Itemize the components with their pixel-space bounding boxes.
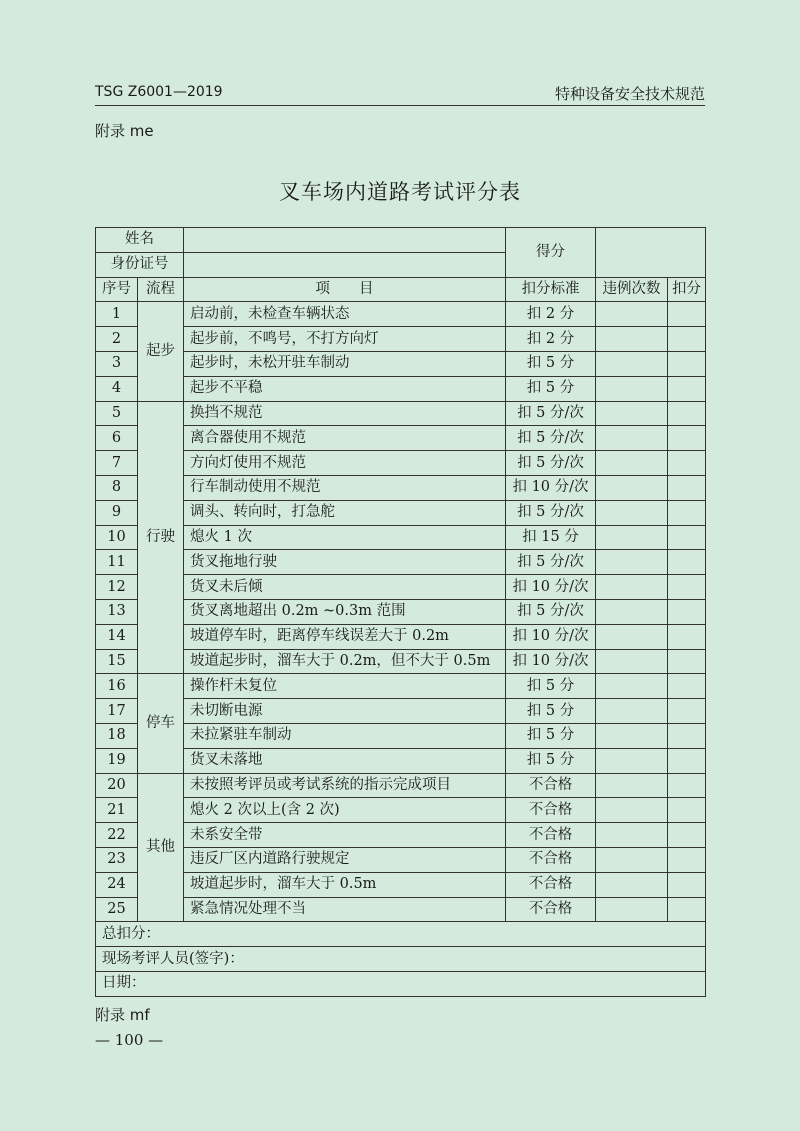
row-number: 2: [96, 327, 138, 352]
score-label: 得分: [506, 228, 596, 278]
row-number: 7: [96, 451, 138, 476]
deduction-standard: 不合格: [506, 897, 596, 922]
item-description: 熄火 1 次: [184, 525, 506, 550]
process-cell: 行驶: [138, 401, 184, 674]
table-row: [96, 351, 706, 376]
row-number: 25: [96, 897, 138, 922]
deduction-standard: 扣 5 分: [506, 748, 596, 773]
violation-count-cell[interactable]: [596, 376, 668, 401]
row-number: 19: [96, 748, 138, 773]
table-row: [96, 847, 706, 872]
table-row: [96, 723, 706, 748]
deduction-cell[interactable]: [668, 599, 706, 624]
violation-count-cell[interactable]: [596, 599, 668, 624]
deduction-standard: 扣 2 分: [506, 302, 596, 327]
item-description: 启动前，未检查车辆状态: [184, 302, 506, 327]
violation-count-cell[interactable]: [596, 748, 668, 773]
deduction-standard: 不合格: [506, 773, 596, 798]
name-label: 姓名: [96, 228, 184, 253]
deduction-standard: 扣 5 分: [506, 674, 596, 699]
deduction-standard: 不合格: [506, 872, 596, 897]
row-number: 8: [96, 475, 138, 500]
col-header-deduct: 扣分: [668, 277, 706, 302]
deduction-cell[interactable]: [668, 401, 706, 426]
table-row: [96, 897, 706, 922]
deduction-cell[interactable]: [668, 351, 706, 376]
item-description: 坡道起步时，溜车大于 0.5m: [184, 872, 506, 897]
table-row: [96, 475, 706, 500]
table-row: [96, 748, 706, 773]
deduction-cell[interactable]: [668, 798, 706, 823]
item-description: 坡道停车时，距离停车线误差大于 0.2m: [184, 624, 506, 649]
deduction-standard: 扣 5 分/次: [506, 550, 596, 575]
col-header-standard: 扣分标准: [506, 277, 596, 302]
item-description: 操作杆未复位: [184, 674, 506, 699]
col-header-no: 序号: [96, 277, 138, 302]
table-row: [96, 525, 706, 550]
table-row: [96, 550, 706, 575]
deduction-cell[interactable]: [668, 550, 706, 575]
violation-count-cell[interactable]: [596, 897, 668, 922]
header-divider: [95, 105, 705, 106]
deduction-standard: 扣 5 分/次: [506, 401, 596, 426]
table-row: [96, 872, 706, 897]
item-description: 违反厂区内道路行驶规定: [184, 847, 506, 872]
deduction-cell[interactable]: [668, 451, 706, 476]
score-field[interactable]: [596, 228, 706, 278]
item-description: 货叉未后倾: [184, 575, 506, 600]
deduction-standard: 扣 5 分/次: [506, 599, 596, 624]
footer-row: [96, 971, 706, 996]
violation-count-cell[interactable]: [596, 624, 668, 649]
footer-examiner[interactable]: 现场考评人员(签字)：: [96, 947, 706, 972]
col-header-process: 流程: [138, 277, 184, 302]
deduction-cell[interactable]: [668, 302, 706, 327]
deduction-cell[interactable]: [668, 872, 706, 897]
col-header-violations: 违例次数: [596, 277, 668, 302]
row-number: 24: [96, 872, 138, 897]
item-description: 紧急情况处理不当: [184, 897, 506, 922]
row-number: 13: [96, 599, 138, 624]
row-number: 1: [96, 302, 138, 327]
appendix-label-bottom: 附录 mf: [95, 1006, 150, 1024]
id-number-label: 身份证号: [96, 252, 184, 277]
header-spec-title: 特种设备安全技术规范: [554, 85, 705, 103]
footer-row: [96, 922, 706, 947]
row-number: 17: [96, 699, 138, 724]
id-number-field[interactable]: [184, 252, 506, 277]
table-row: [96, 798, 706, 823]
deduction-cell[interactable]: [668, 575, 706, 600]
table-row: [96, 599, 706, 624]
table-row: [96, 401, 706, 426]
row-number: 12: [96, 575, 138, 600]
violation-count-cell[interactable]: [596, 699, 668, 724]
item-description: 未拉紧驻车制动: [184, 723, 506, 748]
deduction-standard: 扣 5 分: [506, 376, 596, 401]
deduction-standard: 扣 5 分: [506, 351, 596, 376]
table-row: [96, 624, 706, 649]
deduction-standard: 扣 10 分/次: [506, 649, 596, 674]
violation-count-cell[interactable]: [596, 575, 668, 600]
deduction-cell[interactable]: [668, 475, 706, 500]
deduction-cell[interactable]: [668, 847, 706, 872]
row-number: 16: [96, 674, 138, 699]
violation-count-cell[interactable]: [596, 773, 668, 798]
violation-count-cell[interactable]: [596, 426, 668, 451]
table-row: [96, 302, 706, 327]
deduction-cell[interactable]: [668, 897, 706, 922]
deduction-cell[interactable]: [668, 823, 706, 848]
row-number: 18: [96, 723, 138, 748]
violation-count-cell[interactable]: [596, 327, 668, 352]
item-description: 起步前，不鸣号，不打方向灯: [184, 327, 506, 352]
item-description: 货叉离地超出 0.2m ~0.3m 范围: [184, 599, 506, 624]
item-description: 未按照考评员或考试系统的指示完成项目: [184, 773, 506, 798]
deduction-cell[interactable]: [668, 376, 706, 401]
deduction-standard: 扣 5 分/次: [506, 426, 596, 451]
item-description: 方向灯使用不规范: [184, 451, 506, 476]
item-description: 坡道起步时，溜车大于 0.2m，但不大于 0.5m: [184, 649, 506, 674]
deduction-standard: 扣 10 分/次: [506, 624, 596, 649]
violation-count-cell[interactable]: [596, 351, 668, 376]
row-number: 6: [96, 426, 138, 451]
violation-count-cell[interactable]: [596, 500, 668, 525]
violation-count-cell[interactable]: [596, 475, 668, 500]
deduction-cell[interactable]: [668, 723, 706, 748]
violation-count-cell[interactable]: [596, 798, 668, 823]
deduction-cell[interactable]: [668, 674, 706, 699]
deduction-standard: 扣 10 分/次: [506, 575, 596, 600]
table-row: [96, 649, 706, 674]
deduction-standard: 扣 15 分: [506, 525, 596, 550]
deduction-cell[interactable]: [668, 426, 706, 451]
item-description: 离合器使用不规范: [184, 426, 506, 451]
table-row: [96, 327, 706, 352]
violation-count-cell[interactable]: [596, 451, 668, 476]
deduction-standard: 扣 5 分: [506, 723, 596, 748]
violation-count-cell[interactable]: [596, 302, 668, 327]
violation-count-cell[interactable]: [596, 525, 668, 550]
process-cell: 其他: [138, 773, 184, 922]
deduction-standard: 扣 5 分: [506, 699, 596, 724]
violation-count-cell[interactable]: [596, 649, 668, 674]
table-row: [96, 575, 706, 600]
header-standard-code: TSG Z6001—2019: [95, 84, 223, 100]
violation-count-cell[interactable]: [596, 823, 668, 848]
table-row: [96, 699, 706, 724]
violation-count-cell[interactable]: [596, 550, 668, 575]
violation-count-cell[interactable]: [596, 723, 668, 748]
footer-row: [96, 947, 706, 972]
deduction-standard: 扣 5 分/次: [506, 451, 596, 476]
deduction-standard: 不合格: [506, 798, 596, 823]
table-row: [96, 773, 706, 798]
col-header-item: 项 目: [184, 277, 506, 302]
row-number: 10: [96, 525, 138, 550]
deduction-standard: 不合格: [506, 823, 596, 848]
score-table: [95, 227, 706, 997]
footer-total[interactable]: 总扣分：: [96, 922, 706, 947]
deduction-cell[interactable]: [668, 699, 706, 724]
violation-count-cell[interactable]: [596, 674, 668, 699]
item-description: 未系安全带: [184, 823, 506, 848]
row-number: 20: [96, 773, 138, 798]
item-description: 换挡不规范: [184, 401, 506, 426]
item-description: 起步时，未松开驻车制动: [184, 351, 506, 376]
deduction-standard: 扣 10 分/次: [506, 475, 596, 500]
table-row: [96, 674, 706, 699]
row-number: 23: [96, 847, 138, 872]
item-description: 调头、转向时，打急舵: [184, 500, 506, 525]
row-number: 21: [96, 798, 138, 823]
table-row: [96, 451, 706, 476]
footer-date[interactable]: 日期：: [96, 971, 706, 996]
item-description: 未切断电源: [184, 699, 506, 724]
row-number: 4: [96, 376, 138, 401]
row-number: 3: [96, 351, 138, 376]
page-title: 叉车场内道路考试评分表: [279, 180, 521, 204]
deduction-cell[interactable]: [668, 748, 706, 773]
row-number: 11: [96, 550, 138, 575]
row-number: 22: [96, 823, 138, 848]
deduction-cell[interactable]: [668, 773, 706, 798]
name-field[interactable]: [184, 228, 506, 253]
row-number: 14: [96, 624, 138, 649]
violation-count-cell[interactable]: [596, 872, 668, 897]
item-description: 熄火 2 次以上(含 2 次): [184, 798, 506, 823]
item-description: 行车制动使用不规范: [184, 475, 506, 500]
deduction-standard: 扣 2 分: [506, 327, 596, 352]
deduction-standard: 扣 5 分/次: [506, 500, 596, 525]
row-number: 9: [96, 500, 138, 525]
deduction-cell[interactable]: [668, 649, 706, 674]
table-row: [96, 376, 706, 401]
table-row: [96, 500, 706, 525]
appendix-label-top: 附录 me: [95, 122, 154, 140]
page-number: — 100 —: [95, 1031, 164, 1049]
item-description: 起步不平稳: [184, 376, 506, 401]
violation-count-cell[interactable]: [596, 401, 668, 426]
deduction-cell[interactable]: [668, 525, 706, 550]
row-number: 5: [96, 401, 138, 426]
deduction-standard: 不合格: [506, 847, 596, 872]
violation-count-cell[interactable]: [596, 847, 668, 872]
deduction-cell[interactable]: [668, 327, 706, 352]
item-description: 货叉拖地行驶: [184, 550, 506, 575]
process-cell: 起步: [138, 302, 184, 401]
row-number: 15: [96, 649, 138, 674]
table-row: [96, 823, 706, 848]
column-header-row: [96, 277, 706, 302]
deduction-cell[interactable]: [668, 624, 706, 649]
table-row: [96, 426, 706, 451]
deduction-cell[interactable]: [668, 500, 706, 525]
item-description: 货叉未落地: [184, 748, 506, 773]
process-cell: 停车: [138, 674, 184, 773]
